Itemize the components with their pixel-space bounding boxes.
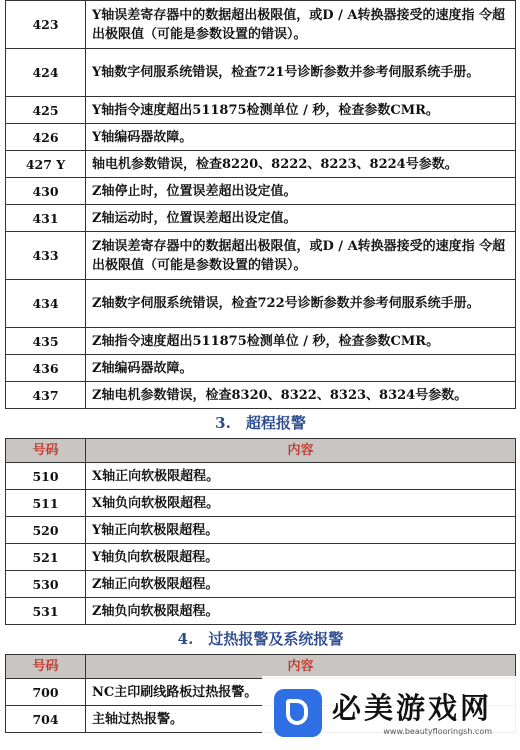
alarm-description: Y轴编码器故障。 (86, 124, 516, 151)
alarm-code: 435 (6, 328, 86, 355)
alarm-code: 700 (6, 679, 86, 706)
alarm-description: X轴正向软极限超程。 (86, 463, 516, 490)
alarm-code: 434 (6, 280, 86, 328)
alarm-code: 436 (6, 355, 86, 382)
alarm-description: Z轴负向软极限超程。 (86, 598, 516, 625)
table-row (6, 463, 516, 490)
table-row (6, 151, 516, 178)
table-row (6, 355, 516, 382)
alarm-code: 520 (6, 517, 86, 544)
alarm-description: Z轴编码器故障。 (86, 355, 516, 382)
alarm-description: Y轴正向软极限超程。 (86, 517, 516, 544)
watermark-url: www.beautyflooringsh.com (383, 726, 493, 736)
table-row (6, 49, 516, 97)
column-header-content: 内容 (86, 439, 516, 463)
watermark-logo-icon (274, 689, 322, 737)
alarm-description: Z轴指令速度超出511875检测单位 / 秒，检查参数CMR。 (86, 328, 516, 355)
alarm-table (5, 0, 516, 733)
alarm-description: Y轴数字伺服系统错误，检查721号诊断参数并参考伺服系统手册。 (86, 49, 516, 97)
alarm-code: 511 (6, 490, 86, 517)
alarm-code: 423 (6, 1, 86, 49)
table-row (6, 232, 516, 280)
alarm-description: X轴负向软极限超程。 (86, 490, 516, 517)
alarm-description: 主轴过热报警。 (86, 706, 516, 733)
watermark-title: 必美游戏网 (332, 690, 493, 725)
alarm-code: 426 (6, 124, 86, 151)
table-row (6, 328, 516, 355)
watermark-text (332, 691, 492, 736)
column-header-content: 内容 (86, 655, 516, 679)
alarm-description: Z轴停止时，位置误差超出设定值。 (86, 178, 516, 205)
table-row (6, 490, 516, 517)
table-row (6, 571, 516, 598)
table-row (6, 382, 516, 409)
alarm-description: Z轴电机参数错误，检查8320、8322、8323、8324号参数。 (86, 382, 516, 409)
site-watermark (262, 676, 520, 750)
alarm-code: 431 (6, 205, 86, 232)
section-heading-row (6, 625, 516, 655)
table-row (6, 178, 516, 205)
alarm-code: 530 (6, 571, 86, 598)
alarm-code: 704 (6, 706, 86, 733)
table-row (6, 598, 516, 625)
column-header-code: 号码 (6, 655, 86, 679)
alarm-description: Z轴数字伺服系统错误，检查722号诊断参数并参考伺服系统手册。 (86, 280, 516, 328)
table-header-row (6, 439, 516, 463)
section-heading-row (6, 409, 516, 439)
alarm-description: Y轴负向软极限超程。 (86, 544, 516, 571)
alarm-description: Y轴误差寄存器中的数据超出极限值，或D / A转换器接受的速度指 令超出极限值（可能是参数设置的错误）。 (86, 1, 516, 49)
alarm-description: Z轴运动时，位置误差超出设定值。 (86, 205, 516, 232)
alarm-code: 531 (6, 598, 86, 625)
alarm-code: 424 (6, 49, 86, 97)
table-header-row (6, 655, 516, 679)
alarm-description: Y轴指令速度超出511875检测单位 / 秒，检查参数CMR。 (86, 97, 516, 124)
section-title-overheat: 4. 过热报警及系统报警 (6, 625, 516, 655)
table-row (6, 97, 516, 124)
table-row (6, 544, 516, 571)
alarm-code: 425 (6, 97, 86, 124)
alarm-code: 437 (6, 382, 86, 409)
alarm-code: 510 (6, 463, 86, 490)
alarm-description: Z轴误差寄存器中的数据超出极限值，或D / A转换器接受的速度指 令超出极限值（可能是参数设置的错误）。 (86, 232, 516, 280)
table-row (6, 1, 516, 49)
alarm-code: 433 (6, 232, 86, 280)
alarm-description: NC主印刷线路板过热报警。 (86, 679, 516, 706)
table-row (6, 280, 516, 328)
alarm-code: 427 Y (6, 151, 86, 178)
alarm-description: 轴电机参数错误，检查8220、8222、8223、8224号参数。 (86, 151, 516, 178)
table-row (6, 205, 516, 232)
alarm-description: Z轴正向软极限超程。 (86, 571, 516, 598)
alarm-code-sheet (5, 0, 515, 733)
section-title-overtravel: 3. 超程报警 (6, 409, 516, 439)
table-row (6, 124, 516, 151)
alarm-code: 430 (6, 178, 86, 205)
column-header-code: 号码 (6, 439, 86, 463)
table-row (6, 517, 516, 544)
alarm-code: 521 (6, 544, 86, 571)
